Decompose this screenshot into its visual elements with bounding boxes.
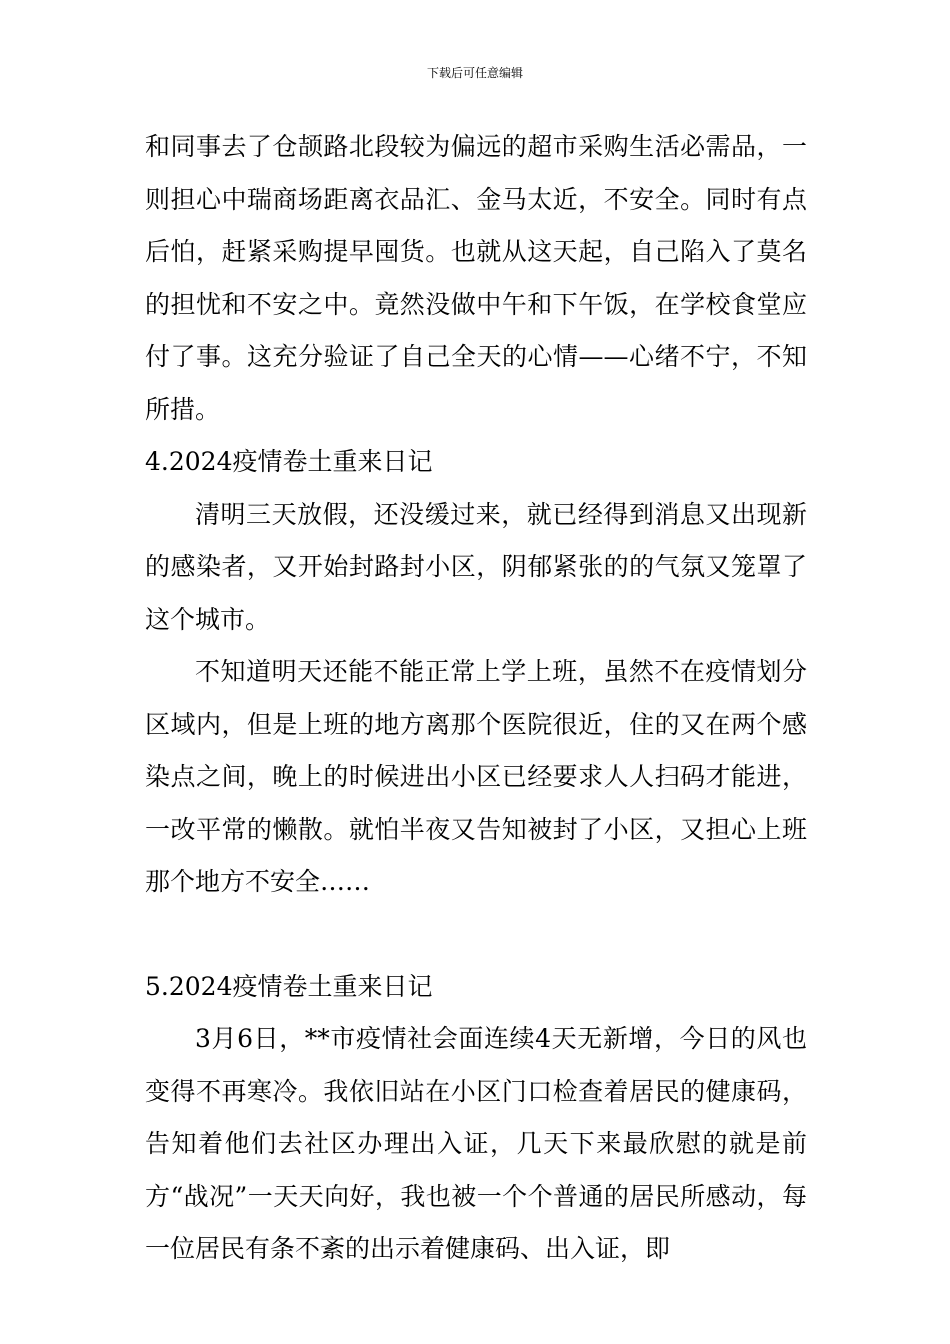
paragraph: 不知道明天还能不能正常上学上班，虽然不在疫情划分区域内，但是上班的地方离那个医院很近，住的又在两个感染点之间，晚上的时候进出小区已经要求人人扫码才能进，一改平常的懒散。就怕半夜又告知被封了小区，又担心上班那个地方不安全…… (145, 657, 807, 896)
section-heading-4: 4.2024疫情卷土重来日记 (145, 447, 433, 476)
paragraph-continued: 和同事去了仓颉路北段较为偏远的超市采购生活必需品，一则担心中瑞商场距离衣品汇、金马太近，不安全。同时有点后怕，赶紧采购提早囤货。也就从这天起，自己陷入了莫名的担忧和不安之中。竟然没做中午和下午饭，在学校食堂应付了事。这充分验证了自己全天的心情——心绪不宁，不知所措。 (145, 132, 807, 424)
blank-line (145, 909, 807, 961)
paragraph: 3月6日，**市疫情社会面连续4天无新增，今日的风也变得不再寒冷。我依旧站在小区门口检查着居民的健康码，告知着他们去社区办理出入证，几天下来最欣慰的就是前方“战况”一天天向好，我也被一个个普通的居民所感动，每一位居民有条不紊的出示着健康码、出入证，即 (145, 1024, 807, 1263)
page-header-note: 下载后可任意编辑 (426, 66, 523, 80)
document-body (145, 121, 807, 1276)
section-heading-5: 5.2024疫情卷土重来日记 (145, 971, 433, 1001)
paragraph: 清明三天放假，还没缓过来，就已经得到消息又出现新的感染者，又开始封路封小区，阴郁紧张的的气氛又笼罩了这个城市。 (145, 499, 807, 634)
